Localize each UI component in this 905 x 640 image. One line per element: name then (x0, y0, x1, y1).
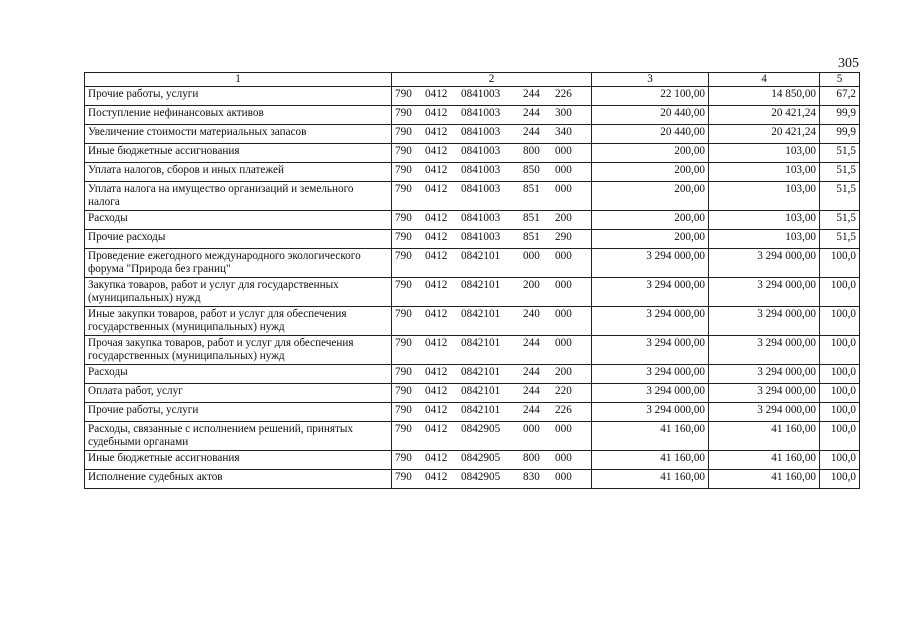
expense-name-cell: Исполнение судебных актов (85, 470, 392, 489)
planned-amount-cell: 200,00 (592, 144, 709, 163)
budget-code-part: 0842101 (461, 279, 501, 291)
budget-code-cell (392, 182, 592, 211)
executed-amount-cell: 103,00 (709, 211, 820, 230)
expense-name-cell: Оплата работ, услуг (85, 384, 392, 403)
budget-code-part: 244 (523, 404, 540, 416)
executed-amount-cell: 103,00 (709, 230, 820, 249)
executed-amount-cell: 3 294 000,00 (709, 336, 820, 365)
budget-code-part: 851 (523, 183, 540, 195)
budget-code-part: 790 (395, 308, 412, 320)
budget-code-cell (392, 211, 592, 230)
budget-code-part: 226 (555, 404, 572, 416)
executed-amount-cell: 103,00 (709, 163, 820, 182)
budget-code-part: 0842905 (461, 471, 501, 483)
table-row (85, 106, 860, 125)
table-row (85, 278, 860, 307)
executed-amount-cell: 3 294 000,00 (709, 278, 820, 307)
budget-code-part: 0412 (425, 471, 448, 483)
table-row (85, 422, 860, 451)
budget-code-cell (392, 87, 592, 106)
budget-code-part: 300 (555, 107, 572, 119)
expense-name-cell: Иные закупки товаров, работ и услуг для обеспечения государственных (муниципальных) нужд (85, 307, 392, 336)
planned-amount-cell: 3 294 000,00 (592, 278, 709, 307)
budget-code-part: 200 (523, 279, 540, 291)
table-row (85, 384, 860, 403)
budget-code-part: 0841003 (461, 212, 501, 224)
executed-amount-cell: 3 294 000,00 (709, 365, 820, 384)
expense-name-cell: Иные бюджетные ассигнования (85, 144, 392, 163)
budget-code-part: 220 (555, 385, 572, 397)
execution-percent-cell: 67,2 (820, 87, 860, 106)
expense-name-cell: Расходы (85, 365, 392, 384)
budget-code-part: 0841003 (461, 126, 501, 138)
budget-code-part: 244 (523, 337, 540, 349)
budget-code-cell (392, 470, 592, 489)
budget-code-cell (392, 365, 592, 384)
table-row (85, 249, 860, 278)
planned-amount-cell: 41 160,00 (592, 470, 709, 489)
budget-code-part: 790 (395, 183, 412, 195)
execution-percent-cell: 100,0 (820, 384, 860, 403)
execution-percent-cell: 51,5 (820, 144, 860, 163)
budget-code-cell (392, 307, 592, 336)
planned-amount-cell: 3 294 000,00 (592, 365, 709, 384)
budget-code-part: 244 (523, 385, 540, 397)
execution-percent-cell: 100,0 (820, 278, 860, 307)
execution-percent-cell: 100,0 (820, 451, 860, 470)
budget-code-cell (392, 163, 592, 182)
execution-percent-cell: 51,5 (820, 211, 860, 230)
executed-amount-cell: 20 421,24 (709, 106, 820, 125)
table-row (85, 163, 860, 182)
expense-name-cell: Проведение ежегодного международного экологического форума "Природа без границ" (85, 249, 392, 278)
expense-name-cell: Прочие работы, услуги (85, 403, 392, 422)
budget-code-part: 830 (523, 471, 540, 483)
budget-code-part: 800 (523, 145, 540, 157)
expense-name-cell: Иные бюджетные ассигнования (85, 451, 392, 470)
budget-code-part: 0841003 (461, 183, 501, 195)
expense-name-cell: Прочие работы, услуги (85, 87, 392, 106)
budget-code-part: 790 (395, 404, 412, 416)
executed-amount-cell: 103,00 (709, 182, 820, 211)
execution-percent-cell: 51,5 (820, 163, 860, 182)
page-number: 305 (838, 56, 859, 71)
budget-code-part: 0412 (425, 366, 448, 378)
budget-code-part: 790 (395, 423, 412, 435)
budget-code-part: 790 (395, 126, 412, 138)
budget-code-part: 0412 (425, 337, 448, 349)
budget-code-cell (392, 451, 592, 470)
planned-amount-cell: 3 294 000,00 (592, 307, 709, 336)
column-number-5: 5 (820, 73, 860, 87)
expense-name-cell: Прочие расходы (85, 230, 392, 249)
planned-amount-cell: 3 294 000,00 (592, 384, 709, 403)
table-row (85, 403, 860, 422)
execution-percent-cell: 99,9 (820, 106, 860, 125)
planned-amount-cell: 3 294 000,00 (592, 249, 709, 278)
expense-name-cell: Поступление нефинансовых активов (85, 106, 392, 125)
execution-percent-cell: 100,0 (820, 336, 860, 365)
planned-amount-cell: 200,00 (592, 230, 709, 249)
budget-code-part: 0412 (425, 452, 448, 464)
budget-code-part: 0842101 (461, 308, 501, 320)
planned-amount-cell: 41 160,00 (592, 422, 709, 451)
execution-percent-cell: 100,0 (820, 365, 860, 384)
budget-code-part: 0841003 (461, 88, 501, 100)
budget-code-part: 240 (523, 308, 540, 320)
budget-code-part: 0412 (425, 279, 448, 291)
budget-code-part: 000 (555, 250, 572, 262)
budget-code-part: 0842101 (461, 404, 501, 416)
budget-code-part: 790 (395, 212, 412, 224)
table-row (85, 307, 860, 336)
budget-code-part: 226 (555, 88, 572, 100)
budget-code-part: 244 (523, 126, 540, 138)
budget-code-part: 0412 (425, 164, 448, 176)
execution-percent-cell: 100,0 (820, 403, 860, 422)
budget-code-part: 0842101 (461, 337, 501, 349)
budget-code-part: 0412 (425, 88, 448, 100)
column-number-4: 4 (709, 73, 820, 87)
budget-code-part: 0841003 (461, 231, 501, 243)
budget-code-part: 244 (523, 366, 540, 378)
planned-amount-cell: 3 294 000,00 (592, 336, 709, 365)
budget-code-part: 000 (555, 452, 572, 464)
column-number-3: 3 (592, 73, 709, 87)
budget-code-part: 0412 (425, 250, 448, 262)
budget-code-part: 244 (523, 107, 540, 119)
budget-code-part: 0412 (425, 423, 448, 435)
executed-amount-cell: 3 294 000,00 (709, 249, 820, 278)
budget-code-part: 200 (555, 212, 572, 224)
budget-code-part: 0412 (425, 126, 448, 138)
budget-code-part: 290 (555, 231, 572, 243)
budget-execution-table (84, 72, 860, 489)
executed-amount-cell: 3 294 000,00 (709, 403, 820, 422)
planned-amount-cell: 20 440,00 (592, 125, 709, 144)
table-row (85, 125, 860, 144)
planned-amount-cell: 200,00 (592, 163, 709, 182)
execution-percent-cell: 51,5 (820, 182, 860, 211)
executed-amount-cell: 3 294 000,00 (709, 384, 820, 403)
budget-code-part: 340 (555, 126, 572, 138)
budget-code-part: 0841003 (461, 164, 501, 176)
budget-code-part: 200 (555, 366, 572, 378)
budget-code-part: 0842905 (461, 452, 501, 464)
planned-amount-cell: 22 100,00 (592, 87, 709, 106)
expense-name-cell: Увеличение стоимости материальных запасов (85, 125, 392, 144)
expense-name-cell: Уплата налогов, сборов и иных платежей (85, 163, 392, 182)
expense-name-cell: Расходы (85, 211, 392, 230)
budget-code-part: 790 (395, 164, 412, 176)
budget-code-part: 0841003 (461, 145, 501, 157)
planned-amount-cell: 20 440,00 (592, 106, 709, 125)
budget-code-part: 0412 (425, 145, 448, 157)
expense-name-cell: Уплата налога на имущество организаций и земельного налога (85, 182, 392, 211)
budget-code-cell (392, 230, 592, 249)
executed-amount-cell: 41 160,00 (709, 422, 820, 451)
executed-amount-cell: 103,00 (709, 144, 820, 163)
column-number-row (85, 73, 860, 87)
budget-code-part: 790 (395, 145, 412, 157)
expense-name-cell: Расходы, связанные с исполнением решений, принятых судебными органами (85, 422, 392, 451)
execution-percent-cell: 100,0 (820, 422, 860, 451)
budget-code-cell (392, 249, 592, 278)
budget-code-part: 790 (395, 385, 412, 397)
budget-code-part: 244 (523, 88, 540, 100)
budget-code-part: 0412 (425, 308, 448, 320)
budget-code-part: 0412 (425, 404, 448, 416)
execution-percent-cell: 100,0 (820, 249, 860, 278)
budget-code-cell (392, 106, 592, 125)
budget-code-part: 000 (555, 337, 572, 349)
planned-amount-cell: 200,00 (592, 211, 709, 230)
budget-code-cell (392, 278, 592, 307)
planned-amount-cell: 200,00 (592, 182, 709, 211)
planned-amount-cell: 41 160,00 (592, 451, 709, 470)
table-row (85, 87, 860, 106)
budget-code-part: 000 (523, 250, 540, 262)
budget-code-part: 0412 (425, 212, 448, 224)
budget-code-part: 0412 (425, 385, 448, 397)
budget-code-part: 0412 (425, 183, 448, 195)
budget-code-part: 851 (523, 212, 540, 224)
column-number-1: 1 (85, 73, 392, 87)
budget-code-part: 0412 (425, 231, 448, 243)
execution-percent-cell: 51,5 (820, 230, 860, 249)
budget-code-part: 790 (395, 452, 412, 464)
expense-name-cell: Прочая закупка товаров, работ и услуг для обеспечения государственных (муниципальных) нужд (85, 336, 392, 365)
budget-code-part: 800 (523, 452, 540, 464)
budget-code-part: 790 (395, 231, 412, 243)
table-row (85, 182, 860, 211)
table-row (85, 211, 860, 230)
table-body (85, 87, 860, 489)
table-row (85, 451, 860, 470)
table-row (85, 336, 860, 365)
budget-code-part: 000 (555, 145, 572, 157)
executed-amount-cell: 3 294 000,00 (709, 307, 820, 336)
budget-code-part: 0842101 (461, 250, 501, 262)
budget-code-part: 790 (395, 88, 412, 100)
table-row (85, 365, 860, 384)
budget-code-part: 000 (555, 164, 572, 176)
execution-percent-cell: 100,0 (820, 470, 860, 489)
budget-code-part: 0412 (425, 107, 448, 119)
budget-code-part: 851 (523, 231, 540, 243)
table-row (85, 230, 860, 249)
table-row (85, 470, 860, 489)
table-row (85, 144, 860, 163)
budget-code-part: 790 (395, 471, 412, 483)
budget-code-part: 000 (555, 471, 572, 483)
budget-code-part: 790 (395, 366, 412, 378)
executed-amount-cell: 41 160,00 (709, 451, 820, 470)
execution-percent-cell: 99,9 (820, 125, 860, 144)
expense-name-cell: Закупка товаров, работ и услуг для государственных (муниципальных) нужд (85, 278, 392, 307)
budget-code-part: 000 (555, 279, 572, 291)
budget-code-part: 0842905 (461, 423, 501, 435)
budget-code-cell (392, 403, 592, 422)
budget-code-part: 790 (395, 250, 412, 262)
budget-code-part: 0842101 (461, 385, 501, 397)
execution-percent-cell: 100,0 (820, 307, 860, 336)
budget-code-cell (392, 144, 592, 163)
budget-code-part: 000 (555, 423, 572, 435)
budget-code-cell (392, 336, 592, 365)
executed-amount-cell: 41 160,00 (709, 470, 820, 489)
budget-code-part: 790 (395, 107, 412, 119)
budget-code-part: 000 (523, 423, 540, 435)
budget-code-part: 790 (395, 279, 412, 291)
budget-code-cell (392, 422, 592, 451)
budget-code-part: 0842101 (461, 366, 501, 378)
budget-code-part: 000 (555, 183, 572, 195)
executed-amount-cell: 14 850,00 (709, 87, 820, 106)
budget-code-cell (392, 125, 592, 144)
budget-code-part: 0841003 (461, 107, 501, 119)
budget-code-part: 850 (523, 164, 540, 176)
executed-amount-cell: 20 421,24 (709, 125, 820, 144)
planned-amount-cell: 3 294 000,00 (592, 403, 709, 422)
budget-code-part: 790 (395, 337, 412, 349)
column-number-2: 2 (392, 73, 592, 87)
budget-code-part: 000 (555, 308, 572, 320)
budget-code-cell (392, 384, 592, 403)
